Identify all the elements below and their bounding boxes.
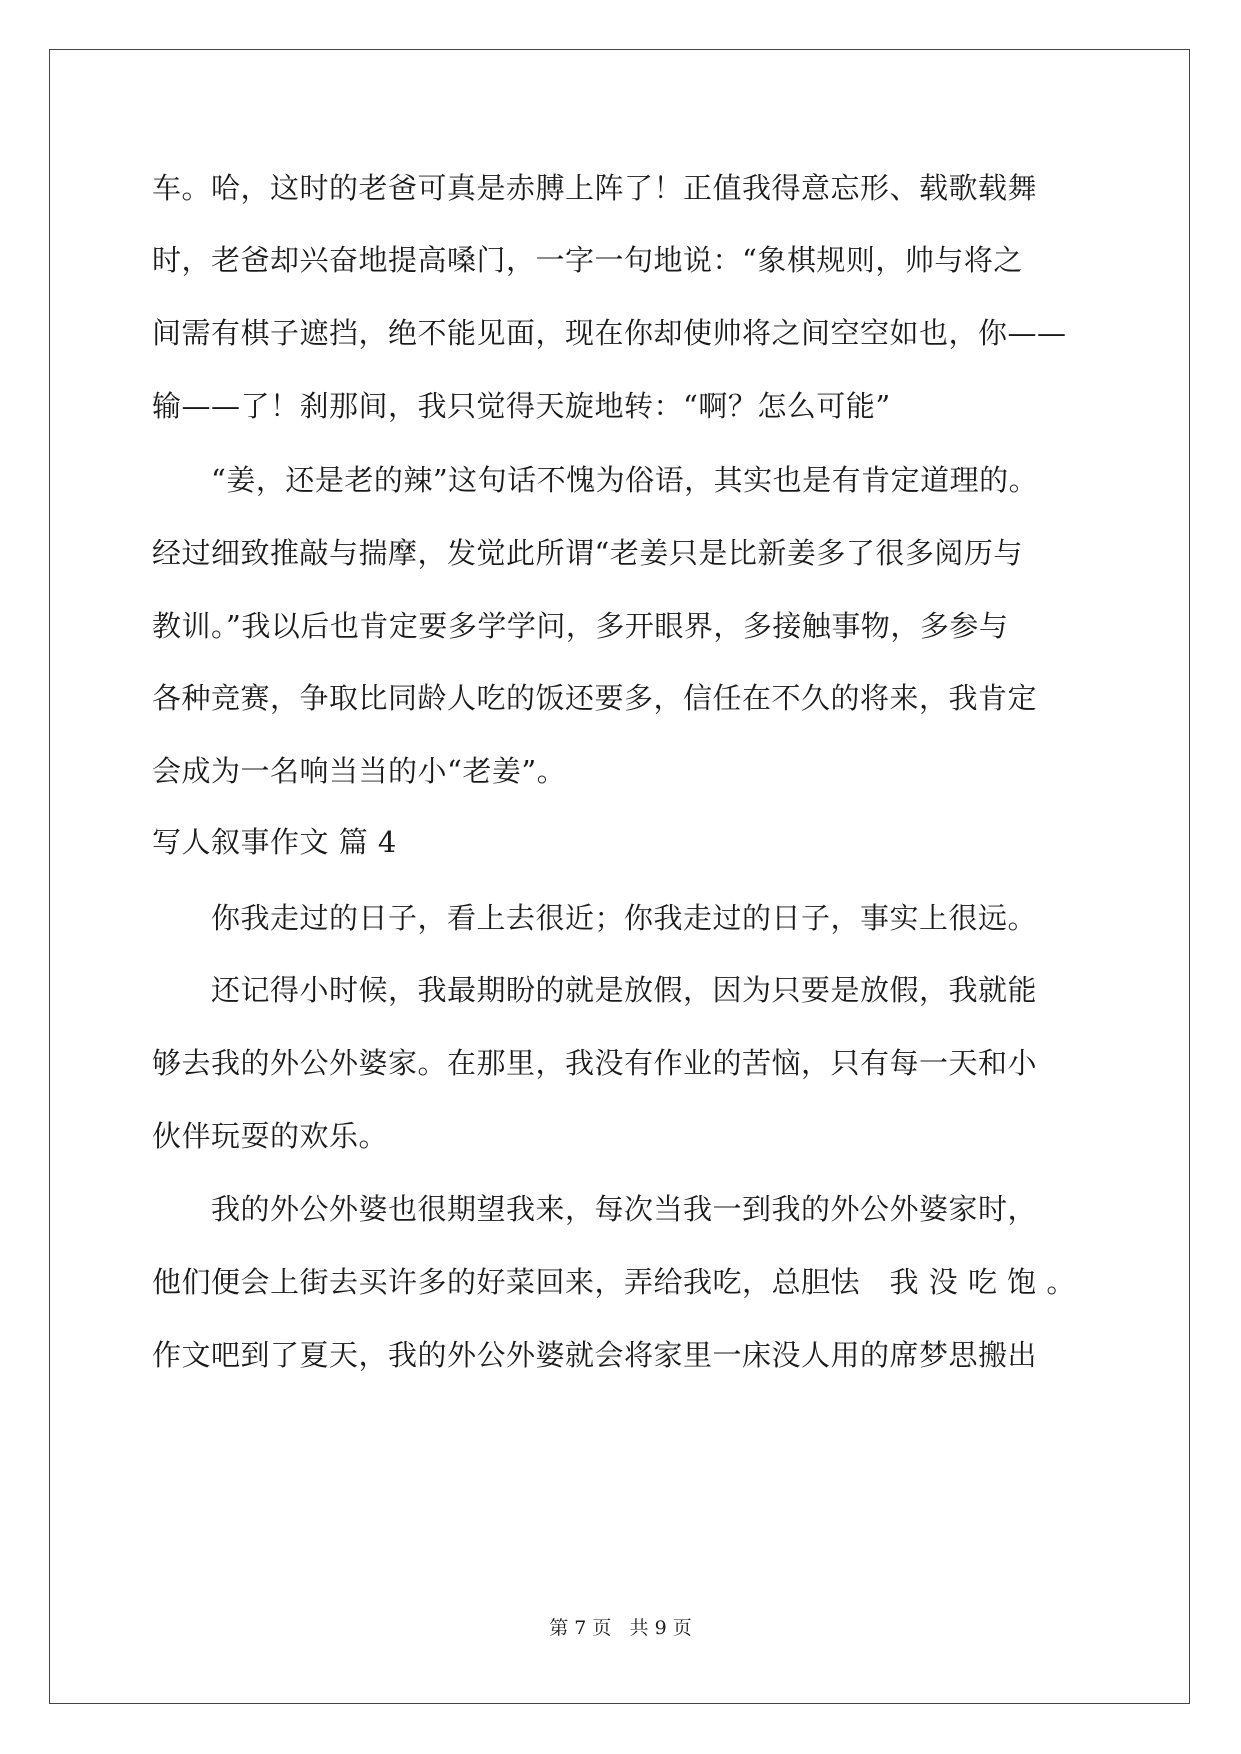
text-line-3: 间需有棋子遮挡，绝不能见面，现在你却使帅将之间空空如也，你—— <box>152 316 1067 350</box>
text-line-4: 输——了！刹那间，我只觉得天旋地转：“啊？怎么可能” <box>152 389 891 423</box>
text-line-1: 车。哈，这时的老爸可真是赤膊上阵了！正值我得意忘形、载歌载舞 <box>152 171 1038 205</box>
text-line-17: 作文吧到了夏天，我的外公外婆就会将家里一床没人用的席梦思搬出 <box>152 1338 1038 1372</box>
text-line-11: 你我走过的日子，看上去很近；你我走过的日子，事实上很远。 <box>152 901 1038 935</box>
text-line-6: 经过细致推敲与揣摩，发觉此所谓“老姜只是比新姜多了很多阅历与 <box>152 536 1023 570</box>
text-line-13: 够去我的外公外婆家。在那里，我没有作业的苦恼，只有每一天和小 <box>152 1046 1038 1080</box>
page-number-footer: 第 7 页 共 9 页 <box>549 1617 692 1639</box>
text-line-9: 会成为一名响当当的小“老姜”。 <box>152 754 567 788</box>
page-border <box>49 49 1190 1704</box>
text-line-8: 各种竞赛，争取比同龄人吃的饭还要多，信任在不久的将来，我肯定 <box>152 681 1038 715</box>
text-line-14: 伙伴玩耍的欢乐。 <box>152 1119 389 1153</box>
text-line-12: 还记得小时候，我最期盼的就是放假，因为只要是放假，我就能 <box>152 973 1038 1007</box>
text-line-16: 他们便会上街去买许多的好菜回来，弄给我吃，总胆怯 我 没 吃 饱 。 <box>152 1265 1076 1299</box>
text-line-15: 我的外公外婆也很期望我来，每次当我一到我的外公外婆家时， <box>152 1192 1038 1226</box>
text-line-7: 教训。”我以后也肯定要多学学问，多开眼界，多接触事物，多参与 <box>152 609 1009 643</box>
text-line-2: 时，老爸却兴奋地提高嗓门，一字一句地说：“象棋规则，帅与将之 <box>152 243 1023 277</box>
section-heading: 写人叙事作文 篇 4 <box>152 825 397 859</box>
text-line-5: “姜，还是老的辣”这句话不愧为俗语，其实也是有肯定道理的。 <box>152 463 1039 497</box>
